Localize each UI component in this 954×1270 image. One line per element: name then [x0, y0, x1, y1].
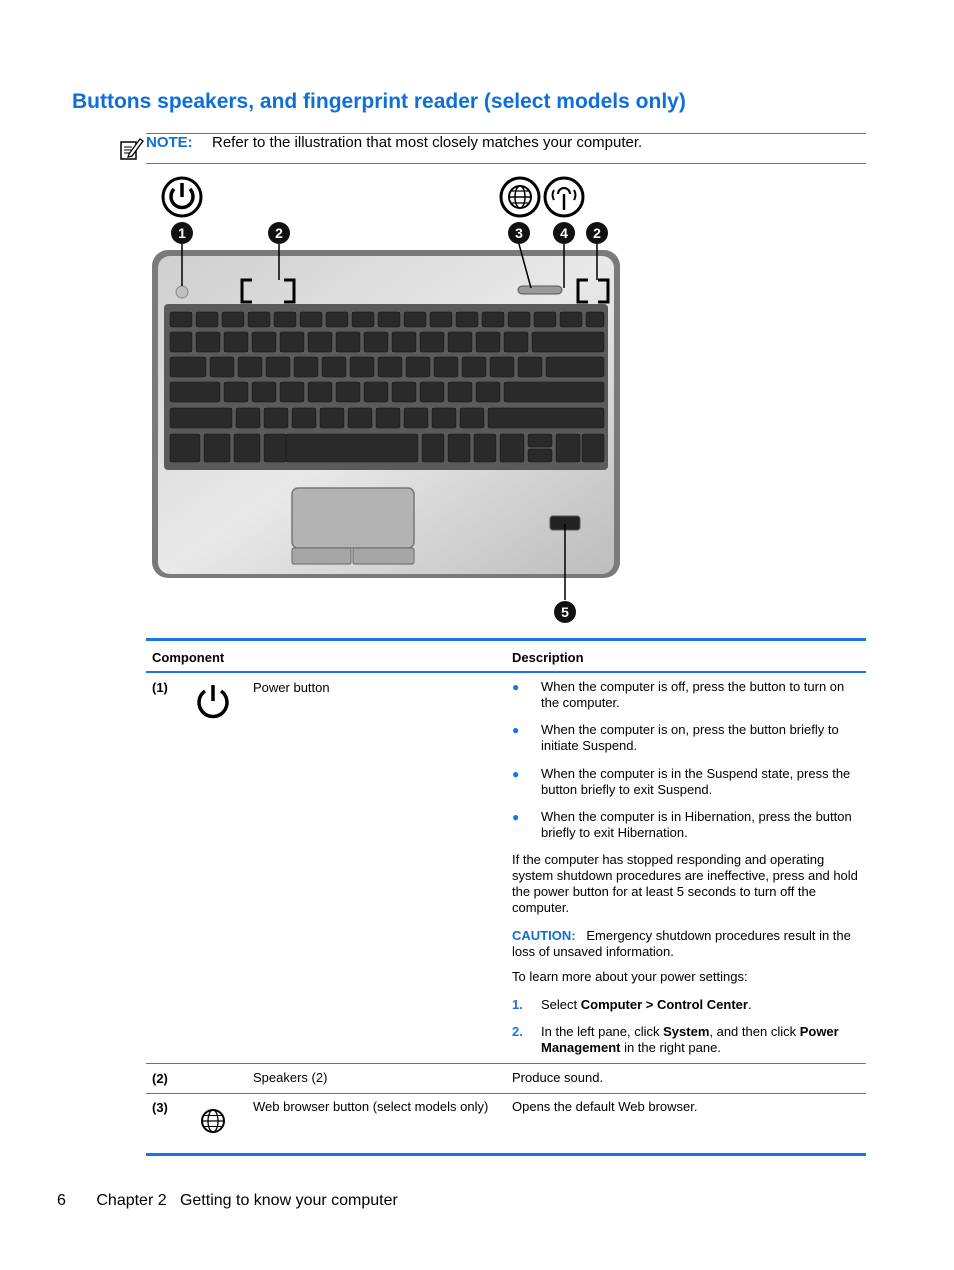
- bullet-icon: ●: [512, 680, 520, 694]
- callout-5: [554, 601, 576, 623]
- chapter-title: Chapter 2 Getting to know your computer: [96, 1192, 398, 1209]
- callout-1: [171, 222, 193, 244]
- step-2-number: 2.: [512, 1024, 523, 1039]
- wireless-icon: [545, 178, 583, 216]
- header-component: Component: [152, 650, 225, 665]
- note-text: Refer to the illustration that most closely matches your computer.: [212, 134, 643, 151]
- table-top-rule: [146, 638, 866, 641]
- row-divider: [146, 1093, 866, 1094]
- step-1-number: 1.: [512, 997, 523, 1012]
- laptop-keyboard-illustration: [146, 172, 646, 632]
- svg-text:3: 3: [515, 225, 523, 241]
- row-1-number: (1): [152, 680, 168, 695]
- bullet-icon: ●: [512, 810, 520, 824]
- svg-text:2: 2: [593, 225, 601, 241]
- bullet-icon: ●: [512, 723, 520, 737]
- row-2-name: Speakers (2): [253, 1070, 328, 1085]
- page-footer: [57, 1192, 398, 1210]
- row-1-paragraph: If the computer has stopped responding and operating system shutdown procedures are ineffective, press and hold the power button for at least 5 seconds to turn off the computer.: [512, 852, 858, 915]
- row-1-bullet-3: When the computer is in the Suspend state, press the button briefly to exit Suspend.: [541, 766, 851, 797]
- globe-icon: [200, 1108, 226, 1134]
- svg-text:5: 5: [561, 604, 569, 620]
- row-3-number: (3): [152, 1100, 168, 1115]
- row-1-name: Power button: [253, 680, 330, 695]
- page-number: 6: [57, 1192, 66, 1209]
- row-3-description: Opens the default Web browser.: [512, 1099, 698, 1114]
- table-bottom-rule: [146, 1153, 866, 1156]
- callout-2-left: [268, 222, 290, 244]
- header-description: Description: [512, 650, 584, 665]
- globe-icon: [501, 178, 539, 216]
- table-header-rule: [146, 671, 866, 673]
- row-1-caution: [512, 928, 862, 960]
- caution-text: Emergency shutdown procedures result in the loss of unsaved information.: [512, 928, 851, 959]
- note-label: NOTE:: [146, 134, 193, 151]
- note-icon: [118, 136, 144, 162]
- caution-label: CAUTION:: [512, 928, 576, 943]
- svg-text:2: 2: [275, 225, 283, 241]
- callout-2-right: [586, 222, 608, 244]
- step-1-text: Select Computer > Control Center.: [541, 997, 752, 1012]
- row-3-name: Web browser button (select models only): [253, 1099, 489, 1114]
- power-icon: [194, 682, 232, 720]
- row-2-number: (2): [152, 1071, 168, 1086]
- row-divider: [146, 1063, 866, 1064]
- callout-4: [553, 222, 575, 244]
- bullet-icon: ●: [512, 767, 520, 781]
- page-title: Buttons speakers, and fingerprint reader (select models only): [72, 90, 686, 113]
- step-2-text: In the left pane, click System, and then click Power Management in the right pane.: [541, 1024, 839, 1055]
- note-box: [146, 133, 866, 164]
- row-2-description: Produce sound.: [512, 1070, 604, 1085]
- row-1-learn-more: To learn more about your power settings:: [512, 969, 748, 984]
- row-1-bullet-2: When the computer is on, press the button briefly to initiate Suspend.: [541, 722, 839, 753]
- row-1-bullet-1: When the computer is off, press the button to turn on the computer.: [541, 679, 845, 710]
- row-1-bullet-4: When the computer is in Hibernation, press the button briefly to exit Hibernation.: [541, 809, 852, 840]
- touchpad-left-button: [292, 548, 351, 564]
- touchpad: [292, 488, 414, 548]
- callout-3: [508, 222, 530, 244]
- base-power-button: [176, 286, 188, 298]
- svg-text:4: 4: [560, 225, 568, 241]
- touchpad-right-button: [353, 548, 414, 564]
- svg-text:1: 1: [178, 225, 186, 241]
- power-icon: [163, 178, 201, 216]
